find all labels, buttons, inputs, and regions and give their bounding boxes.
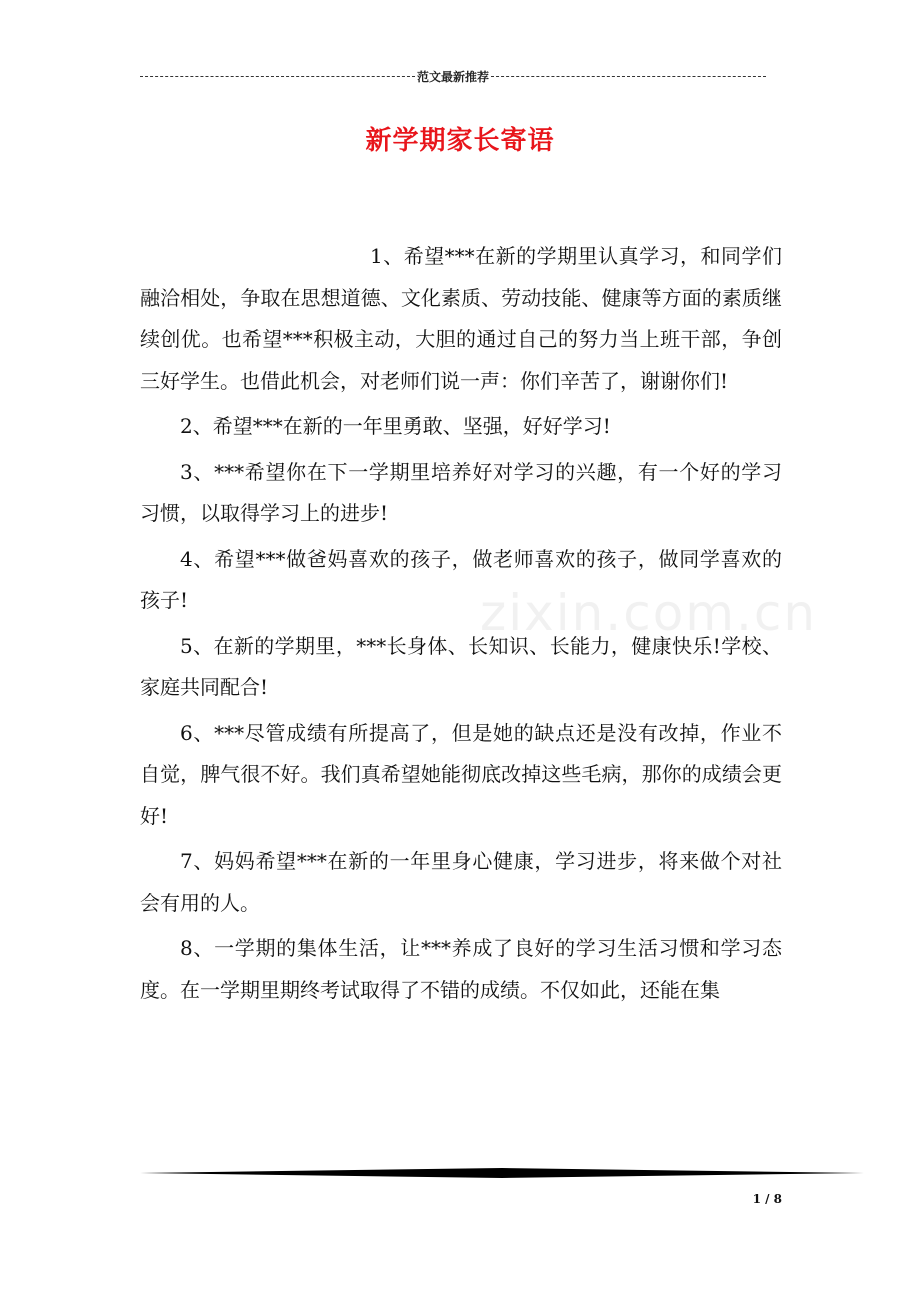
header-label: 范文最新推荐 (417, 69, 490, 84)
document-body (140, 236, 782, 1015)
watermark: zixin.com.cn (480, 584, 818, 642)
header-dash-right (491, 76, 766, 77)
paragraph-8: 8、一学期的集体生活，让***养成了良好的学习生活习惯和学习态度。在一学期里期终考试取得了不错的成绩。不仅如此，还能在集 (140, 936, 782, 1002)
paragraph-5: 5、在新的学期里，***长身体、长知识、长能力，健康快乐!学校、家庭共同配合! (140, 633, 782, 699)
paragraph-7: 7、妈妈希望***在新的一年里身心健康，学习进步，将来做个对社会有用的人。 (140, 849, 782, 915)
page-number: 1 / 8 (752, 1192, 782, 1206)
footer-divider (140, 1166, 864, 1180)
paragraph-3: 3、***希望你在下一学期里培养好对学习的兴趣，有一个好的学习习惯，以取得学习上的进步! (140, 459, 782, 525)
document-title: 新学期家长寄语 (365, 126, 555, 156)
paragraph-1: 1、希望***在新的学期里认真学习，和同学们融洽相处，争取在思想道德、文化素质、劳动技能、健康等方面的素质继续创优。也希望***积极主动，大胆的通过自己的努力当上班干部，争创三好学生。也借此机会，对老师们说一声：你们辛苦了，谢谢你们! (140, 244, 782, 393)
page-header (140, 66, 766, 86)
paragraph-4: 4、希望***做爸妈喜欢的孩子，做老师喜欢的孩子，做同学喜欢的孩子! (140, 546, 782, 612)
paragraph-2: 2、希望***在新的一年里勇敢、坚强，好好学习! (180, 414, 611, 438)
paragraph-6: 6、***尽管成绩有所提高了，但是她的缺点还是没有改掉，作业不自觉，脾气很不好。我们真希望她能彻底改掉这些毛病，那你的成绩会更好! (140, 720, 782, 828)
header-dash-left (140, 76, 415, 77)
